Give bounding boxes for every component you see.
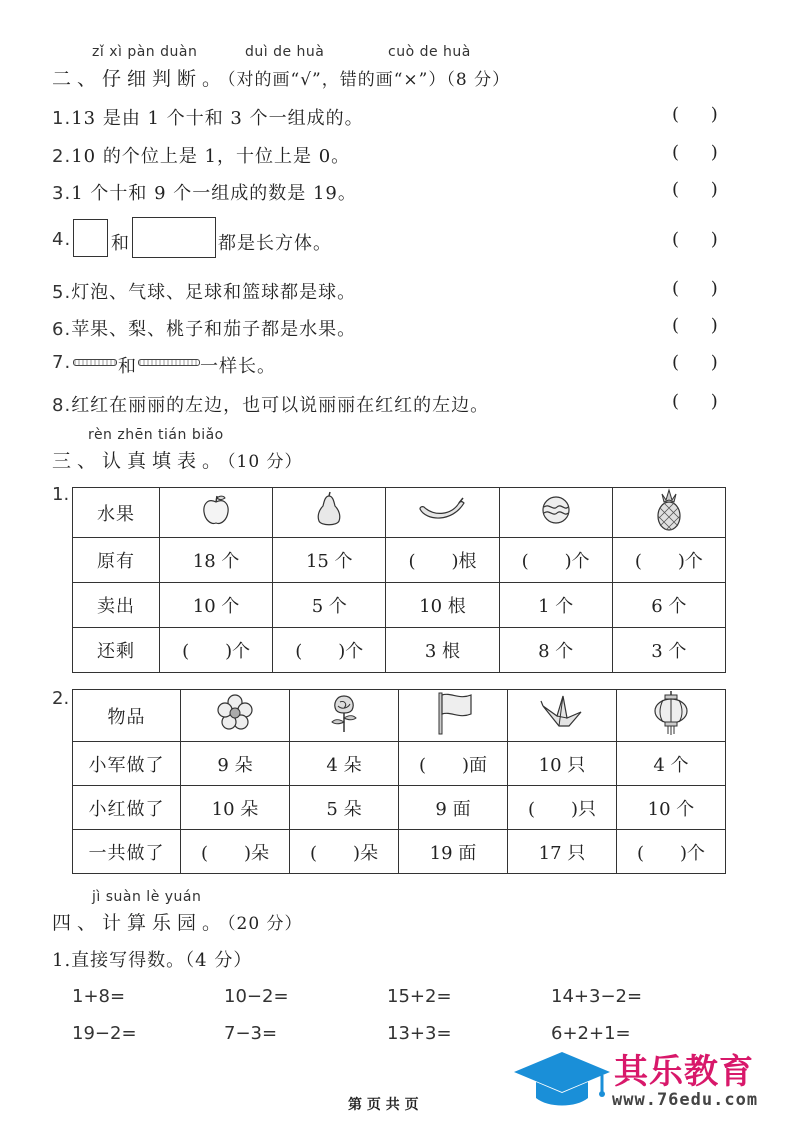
answer-blank-7[interactable]: ( ) [672,352,718,373]
table-cell: 8 个 [499,628,612,673]
craft-icon-cell [617,690,726,742]
table-row [73,583,726,628]
craft-icon-cell [508,690,617,742]
item-text-and: 和 [111,233,130,254]
table-cell: 9 朵 [181,742,290,786]
judge-item-8 [52,391,489,417]
section4-heading [52,908,303,935]
pear-icon [311,490,347,530]
answer-blank-8[interactable]: ( ) [672,391,718,412]
table-cell-blank[interactable]: ( )个 [160,628,273,673]
section2-note: （对的画“√”，错的画“×”）（8 分） [227,70,511,90]
table-cell: 6 个 [612,583,725,628]
item-number: 3. [52,183,72,204]
item-text: 10 的个位上是 1，十位上是 0。 [71,146,351,167]
item-number: 2. [52,146,72,167]
table-cell-blank[interactable]: ( )个 [617,830,726,874]
table-cell-blank[interactable]: ( )根 [386,538,499,583]
section4-subheading: 1.直接写得数。（4 分） [52,950,253,971]
table-row [73,830,726,874]
row-label: 小军做了 [73,742,181,786]
table-cell: 4 朵 [290,742,399,786]
pinyin-section4: jì suàn lè yuán [92,889,202,905]
table-cell: 15 个 [273,538,386,583]
pinyin-section2-a: zǐ xì pàn duàn [92,44,198,60]
row-label: 小红做了 [73,786,181,830]
table-row [73,488,726,538]
cube-shape-icon [73,219,108,257]
graduation-cap-icon [510,1048,614,1112]
table-cell: 4 个 [617,742,726,786]
watermark-brand: 其乐教育 [614,1052,754,1092]
flag-icon [431,690,475,736]
item-text: 灯泡、气球、足球和篮球都是球。 [71,282,357,303]
table-cell: 3 个 [612,628,725,673]
item-text-and: 和 [118,356,137,377]
pineapple-icon [652,488,686,532]
section4-note: （20 分） [227,914,303,934]
answer-blank-1[interactable]: ( ) [672,104,718,125]
section2-heading [52,64,510,91]
lantern-icon [651,690,691,736]
item-number: 1. [52,108,72,129]
answer-blank-3[interactable]: ( ) [672,179,718,200]
table-cell: 10 朵 [181,786,290,830]
judge-item-2 [52,142,350,168]
table-row [73,786,726,830]
section3-note: （10 分） [227,452,303,472]
pinyin-section2-b: duì de huà [245,44,325,60]
table-row [73,538,726,583]
calc-problem[interactable]: 19−2= [72,1023,137,1044]
answer-blank-6[interactable]: ( ) [672,315,718,336]
item-number: 5. [52,282,72,303]
table-cell: 10 根 [386,583,499,628]
fruit-icon-cell [499,488,612,538]
answer-blank-5[interactable]: ( ) [672,278,718,299]
fruit-icon-cell [160,488,273,538]
judge-item-5 [52,278,356,304]
judge-item-4 [52,229,71,250]
table-cell-blank[interactable]: ( )个 [499,538,612,583]
table-cell: 10 个 [160,583,273,628]
table-cell: 18 个 [160,538,273,583]
watermark-url: www.76edu.com [612,1090,759,1110]
calc-problem[interactable]: 13+3= [387,1023,452,1044]
page-footer: 第 页 共 页 [348,1097,419,1113]
row-label: 卖出 [73,583,160,628]
craft-icon-cell [399,690,508,742]
table-row [73,742,726,786]
row-label: 一共做了 [73,830,181,874]
pinyin-section3: rèn zhēn tián biǎo [88,427,224,443]
craft-table [72,689,726,874]
judge-item-3 [52,179,357,205]
fruit-icon-cell [273,488,386,538]
section3-title: 三、认真填表。 [52,450,228,472]
table-cell-blank[interactable]: ( )个 [612,538,725,583]
item-number: 8. [52,395,72,416]
judge-item-1 [52,104,364,130]
craft-icon-cell [181,690,290,742]
table-cell-blank[interactable]: ( )个 [273,628,386,673]
table-cell: 1 个 [499,583,612,628]
table-cell: 19 面 [399,830,508,874]
short-stick-icon [73,359,117,366]
plum-flower-icon [215,693,255,733]
section4-title: 四、计算乐园。 [52,912,228,934]
calc-problem[interactable]: 7−3= [224,1023,278,1044]
item-text: 都是长方体。 [218,233,332,254]
calc-problem[interactable]: 1+8= [72,986,126,1007]
item-number: 6. [52,319,72,340]
answer-blank-2[interactable]: ( ) [672,142,718,163]
table-cell-blank[interactable]: ( )面 [399,742,508,786]
table-cell-blank[interactable]: ( )朵 [290,830,399,874]
table-cell: 5 朵 [290,786,399,830]
table-header-label: 水果 [73,488,160,538]
item-text: 苹果、梨、桃子和茄子都是水果。 [71,319,357,340]
table-row [73,628,726,673]
table-cell: 10 个 [617,786,726,830]
calc-problem[interactable]: 14+3−2= [551,986,643,1007]
rectangle-shape-icon [132,217,216,258]
table-header-label: 物品 [73,690,181,742]
table-cell: 10 只 [508,742,617,786]
fruit-icon-cell [612,488,725,538]
pinyin-section2-c: cuò de huà [388,44,471,60]
table-cell: 5 个 [273,583,386,628]
fruit-table [72,487,726,673]
table2-number: 2. [52,688,70,709]
watermelon-icon [539,493,573,527]
row-label: 原有 [73,538,160,583]
table-cell: 9 面 [399,786,508,830]
table-row [73,690,726,742]
item-number: 4. [52,229,72,250]
judge-item-7 [52,352,71,373]
table-cell: 17 只 [508,830,617,874]
item-text: 一样长。 [200,356,276,377]
item-text: 1 个十和 9 个一组成的数是 19。 [71,183,357,204]
table-cell-blank[interactable]: ( )只 [508,786,617,830]
long-stick-icon [138,359,200,366]
section2-title: 二、仔细判断。 [52,68,228,90]
row-label: 还剩 [73,628,160,673]
item-text: 红红在丽丽的左边，也可以说丽丽在红红的左边。 [71,395,490,416]
apple-icon [198,492,234,528]
judge-item-6 [52,315,356,341]
calc-problem[interactable]: 10−2= [224,986,289,1007]
craft-icon-cell [290,690,399,742]
table-cell-blank[interactable]: ( )朵 [181,830,290,874]
banana-icon [416,495,468,525]
table1-number: 1. [52,484,70,505]
table-cell: 3 根 [386,628,499,673]
paper-crane-icon [539,692,585,734]
calc-problem[interactable]: 6+2+1= [551,1023,631,1044]
fruit-icon-cell [386,488,499,538]
section3-heading [52,446,303,473]
rose-icon [326,692,362,734]
answer-blank-4[interactable]: ( ) [672,229,718,250]
item-number: 7. [52,352,72,373]
calc-problem[interactable]: 15+2= [387,986,452,1007]
item-text: 13 是由 1 个十和 3 个一组成的。 [71,108,364,129]
